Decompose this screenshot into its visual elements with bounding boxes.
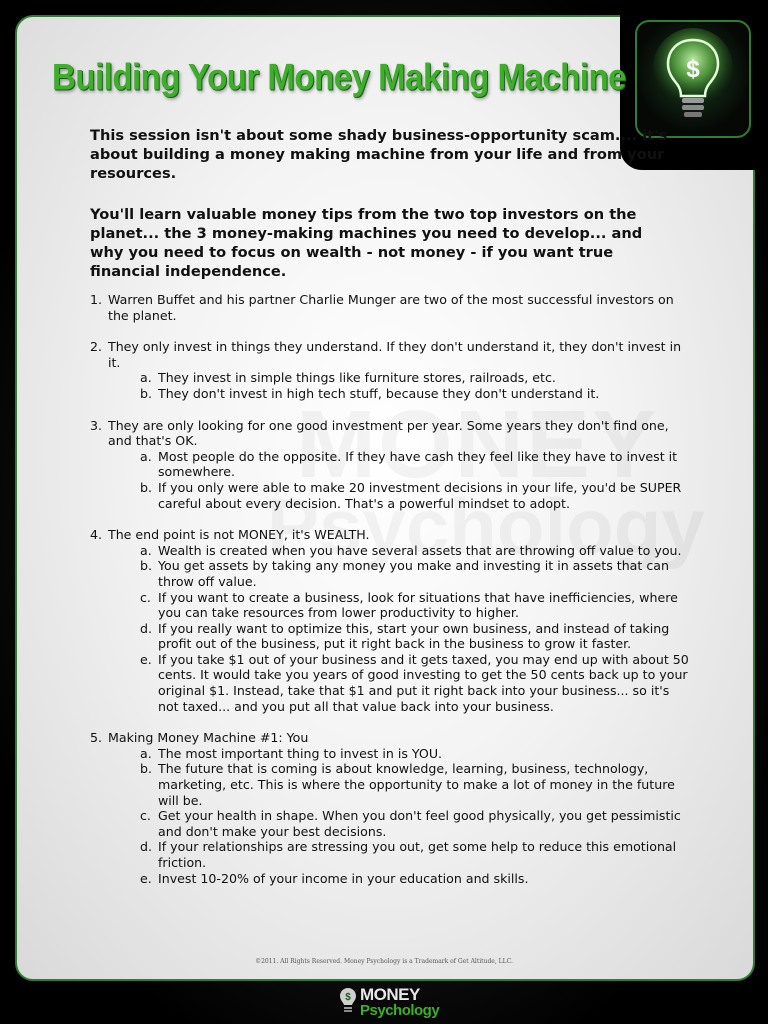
sub-list-item [140, 839, 690, 870]
lightbulb-dollar-icon [637, 22, 749, 136]
footer-logo-line-1: MONEY [360, 985, 420, 1004]
sub-list-item-letter: a. [140, 448, 152, 464]
sub-list-item-text: You get assets by taking any money you make and investing it in assets that can throw off value. [158, 558, 669, 589]
sub-list-item-text: If your relationships are stressing you out, get some help to reduce this emotional friction. [158, 839, 677, 870]
sub-list-item-letter: b. [140, 761, 152, 777]
sub-list-item [140, 808, 690, 839]
sub-list [108, 449, 690, 511]
sub-list-item-letter: b. [140, 558, 152, 574]
sub-list-item-letter: a. [140, 370, 152, 386]
sub-list-item [140, 590, 690, 621]
sub-list-item [140, 871, 690, 887]
sub-list-item-letter: c. [140, 808, 151, 824]
sub-list-item-text: Wealth is created when you have several assets that are throwing off value to you. [158, 542, 682, 558]
sub-list-item [140, 746, 690, 762]
sub-list-item-text: The future that is coming is about knowledge, learning, business, technology, marketing, etc. This is where the opportunity to make a lot of money in the future will be. [158, 761, 675, 808]
intro-paragraph-2: You'll learn valuable money tips from the two top investors on the planet... the 3 money-making machines you need to develop... and why you need to focus on wealth - not money - if you want true financial independence. [90, 206, 643, 280]
footer-logo-line-2: Psychology [360, 1002, 440, 1019]
page-title: Building Your Money Making Machine [52, 56, 626, 98]
sub-list-item [140, 370, 690, 386]
sub-list-item [140, 386, 690, 402]
sub-list-item-text: They invest in simple things like furniture stores, railroads, etc. [158, 370, 556, 386]
key-points-list [90, 292, 690, 902]
sub-list-item-text: Invest 10-20% of your income in your education and skills. [158, 870, 529, 886]
sub-list-item-text: If you want to create a business, look for situations that have inefficiencies, where you can take resources from lower productivity to higher. [158, 589, 678, 621]
bulb-dollar-sign: $ [686, 56, 700, 83]
sub-list-item-letter: a. [140, 745, 152, 761]
sub-list-item-text: Get your health in shape. When you don't feel good physically, you get pessimistic and don't make your best decisions. [158, 808, 681, 839]
intro-paragraph-1: This session isn't about some shady business-opportunity scam.... it's about building a money making machine from your life and from your resources. [90, 127, 668, 182]
list-item-number: 3. [90, 417, 103, 433]
sub-list [108, 370, 690, 401]
sub-list-item [140, 761, 690, 808]
sub-list-item [140, 543, 690, 559]
sub-list-item-text: Most people do the opposite. If they have cash they feel like they have to invest it somewhere. [158, 448, 678, 480]
lightbulb-dollar-icon [338, 986, 358, 1016]
sub-list-item-letter: a. [140, 542, 152, 558]
list-item [90, 339, 690, 401]
sub-list-item-letter: b. [140, 479, 152, 495]
sub-list [108, 543, 690, 715]
sub-list-item-text: If you only were able to make 20 investment decisions in your life, you'd be SUPER careful about every decision. That's a powerful mindset to adopt. [158, 479, 682, 511]
sub-list-item-text: The most important thing to invest in is YOU. [158, 745, 443, 761]
sub-list-item-letter: d. [140, 620, 152, 636]
sub-list-item [140, 621, 690, 652]
list-item [90, 730, 690, 886]
svg-text:$: $ [345, 992, 351, 1003]
sub-list-item-letter: b. [140, 385, 152, 401]
copyright-notice: ©2011. All Rights Reserved. Money Psychology is a Trademark of Get Altitude, LLC. [255, 958, 513, 965]
sub-list-item-text: They don't invest in high tech stuff, because they don't understand it. [158, 385, 600, 401]
list-item-text: They are only looking for one good investment per year. Some years they don't find one, and that's OK. [108, 417, 669, 449]
list-item [90, 292, 690, 323]
list-item-number: 2. [90, 339, 103, 355]
sub-list-item [140, 652, 690, 714]
sub-list-item-letter: e. [140, 651, 152, 667]
list-item-number: 5. [90, 730, 103, 746]
sub-list-item-text: If you really want to optimize this, start your own business, and instead of taking profit out of the business, put it right back in the business to grow it faster. [158, 620, 670, 652]
list-item-text: Warren Buffet and his partner Charlie Munger are two of the most successful investors on the planet. [108, 292, 674, 323]
list-item-number: 4. [90, 527, 103, 543]
list-item-text: They only invest in things they understand. If they don't understand it, they don't invest in it. [108, 339, 682, 370]
sub-list-item-text: If you take $1 out of your business and it gets taxed, you may end up with about 50 cents. It would take you years of good investing to get the 50 cents back up to your original $1. Instead, take that $1 and put it right back into your business... so it's not taxed... and you put all that value back into your business. [158, 651, 689, 714]
sub-list-item [140, 558, 690, 589]
sub-list-item-letter: e. [140, 870, 152, 886]
sub-list-item-letter: d. [140, 839, 152, 855]
sub-list-item [140, 480, 690, 511]
sub-list [108, 746, 690, 886]
list-item-text: The end point is not MONEY, it's WEALTH. [108, 527, 370, 543]
sub-list-item-letter: c. [140, 589, 151, 605]
list-item-text: Making Money Machine #1: You [108, 730, 309, 746]
list-item [90, 418, 690, 512]
list-item-number: 1. [90, 292, 103, 307]
header-bulb-badge [635, 20, 751, 138]
sub-list-item [140, 449, 690, 480]
footer-logo [338, 984, 438, 1022]
list-item [90, 527, 690, 714]
